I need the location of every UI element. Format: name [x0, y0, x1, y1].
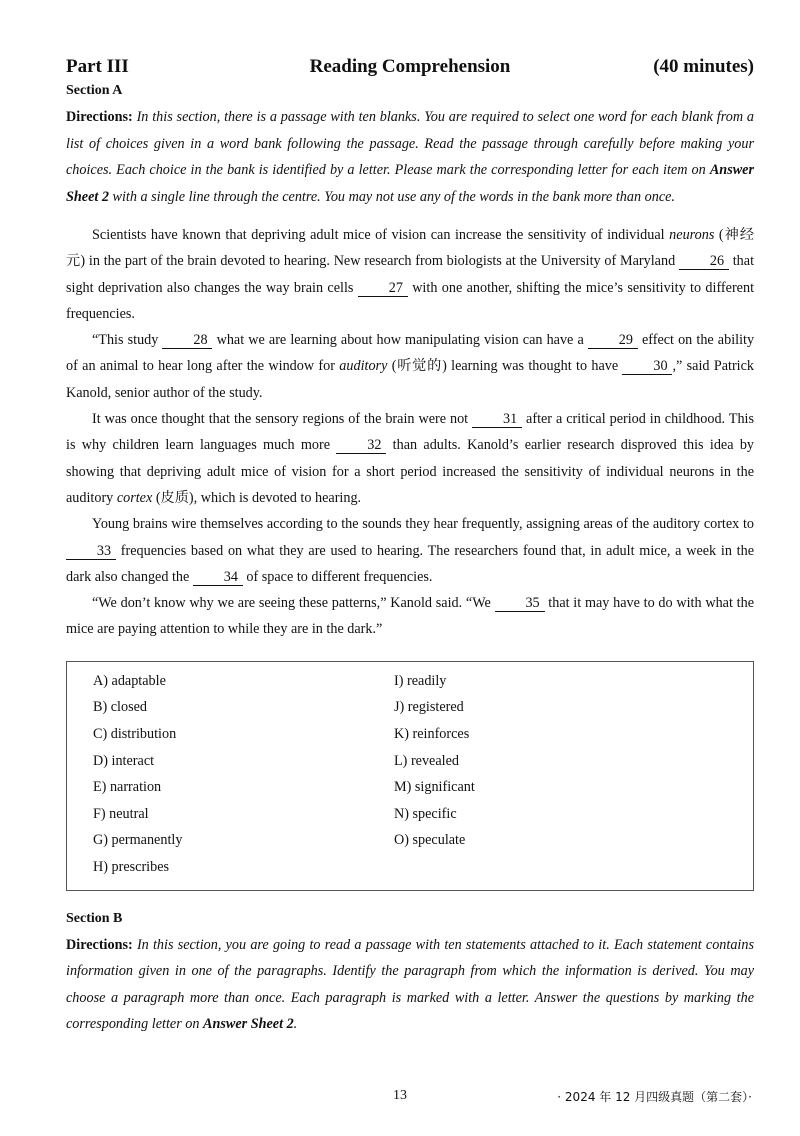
text: (皮质), which is devoted to hearing. [155, 489, 362, 506]
directions-label: Directions: [66, 936, 133, 953]
term-neurons: neurons [669, 227, 715, 243]
word-option[interactable]: K) reinforces [394, 725, 470, 742]
text: after a critical period in childhood. This is why children learn languages much more [66, 411, 755, 454]
word-option[interactable]: M) significant [394, 779, 475, 796]
text: It was once thought that the sensory regions of the brain were not [92, 411, 469, 428]
word-option[interactable]: E) narration [93, 779, 162, 796]
part-header [66, 56, 754, 82]
answer-sheet-ref: Answer Sheet 2 [66, 162, 754, 205]
part-label: Part III [66, 56, 129, 77]
text: (神经元) in the part of the brain devoted to hearing. New research from biologists at the University of Maryland [66, 227, 755, 270]
term-cortex: cortex [116, 489, 153, 506]
text: that sight deprivation also changes the way brain cells [66, 253, 755, 296]
text: of space to different frequencies. [246, 568, 433, 585]
passage-paragraph [66, 327, 754, 406]
term-auditory: auditory [339, 358, 388, 375]
text: Young brains wire themselves according to the sounds they hear frequently, assigning areas of the auditory cortex to [92, 516, 754, 533]
directions-text-end: with a single line through the centre. You may not use any of the words in the bank more than once. [112, 188, 675, 205]
text: (听觉的) learning was thought to have [391, 358, 619, 375]
passage-paragraph [66, 590, 754, 643]
word-option[interactable]: A) adaptable [93, 672, 166, 689]
word-option[interactable]: C) distribution [93, 725, 177, 742]
word-option[interactable]: D) interact [93, 752, 155, 769]
blank-29[interactable]: 29 [588, 332, 638, 349]
section-b-label: Section B [66, 910, 123, 926]
word-option[interactable]: I) readily [394, 672, 447, 689]
passage-paragraph [66, 222, 754, 327]
time-limit: (40 minutes) [653, 56, 754, 77]
answer-sheet-ref: Answer Sheet 2 [203, 1016, 294, 1033]
text: that it may have to do with what the mice are paying attention to while they are in the dark.” [66, 595, 754, 638]
word-option[interactable]: N) specific [394, 805, 457, 822]
blank-31[interactable]: 31 [472, 411, 522, 428]
section-a-label: Section A [66, 83, 123, 98]
text: “This study [92, 332, 159, 349]
word-bank-right-column [394, 672, 475, 858]
text: than adults. Kanold’s earlier research disproved this idea by showing that depriving adult mice of vision for a short period increased the sensitivity of individual neurons in the auditory [66, 437, 755, 506]
word-option[interactable]: F) neutral [93, 805, 149, 822]
blank-32[interactable]: 32 [336, 437, 386, 454]
text: “We don’t know why we are seeing these patterns,” Kanold said. “We [92, 595, 491, 612]
word-option[interactable]: G) permanently [93, 832, 183, 849]
word-option[interactable]: O) speculate [394, 832, 466, 849]
section-b [66, 911, 754, 1038]
directions-end: . [293, 1016, 298, 1033]
blank-27[interactable]: 27 [358, 280, 408, 297]
text: what we are learning about how manipulating vision can have a [216, 332, 584, 349]
blank-28[interactable]: 28 [162, 332, 212, 349]
directions-text: In this section, you are going to read a passage with ten statements attached to it. Each statement contains information given in one of the paragraphs. Identify the paragraph from which the information is derived. You may choose a paragraph more than once. Each paragraph is marked with a letter. Answer the questions by marking the corresponding letter on [66, 936, 754, 1033]
passage-paragraph [66, 406, 754, 511]
word-option[interactable]: B) closed [93, 699, 147, 716]
text: frequencies based on what they are used to hearing. The researchers found that, in adult mice, a week in the dark also changed the [66, 542, 755, 585]
page-number: 13 [393, 1088, 407, 1103]
word-bank-left-column [93, 672, 182, 885]
word-bank [66, 661, 754, 891]
blank-35[interactable]: 35 [495, 595, 545, 612]
section-b-directions [66, 932, 754, 1038]
blank-33[interactable]: 33 [66, 543, 116, 560]
blank-30[interactable]: 30 [622, 358, 672, 375]
directions-label: Directions: [66, 109, 133, 125]
blank-34[interactable]: 34 [193, 569, 243, 586]
directions-text: In this section, there is a passage with ten blanks. You are required to select one word for each blank from a list of choices given in a word bank following the passage. Read the passage through carefully before making your choices. Each choice in the bank is identified by a letter. Please mark the corresponding letter for each item on [66, 109, 755, 178]
section-a-directions [66, 104, 754, 210]
passage-paragraph [66, 511, 754, 590]
part-title: Reading Comprehension [309, 56, 511, 77]
text: with one another, shifting the mice’s sensitivity to different frequencies. [66, 279, 755, 322]
word-option[interactable]: H) prescribes [93, 858, 170, 875]
blank-26[interactable]: 26 [679, 253, 729, 270]
text: ,” said Patrick Kanold, senior author of the study. [66, 358, 755, 401]
page [66, 56, 754, 1038]
text: Scientists have known that depriving adult mice of vision can increase the sensitivity of individual [92, 227, 665, 243]
word-option[interactable]: J) registered [394, 699, 464, 716]
word-option[interactable]: L) revealed [394, 752, 459, 769]
passage [66, 222, 754, 643]
exam-source: · 2024 年 12 月四级真题（第二套）· [557, 1090, 752, 1104]
text: effect on the ability of an animal to hear long after the window for [66, 332, 755, 375]
